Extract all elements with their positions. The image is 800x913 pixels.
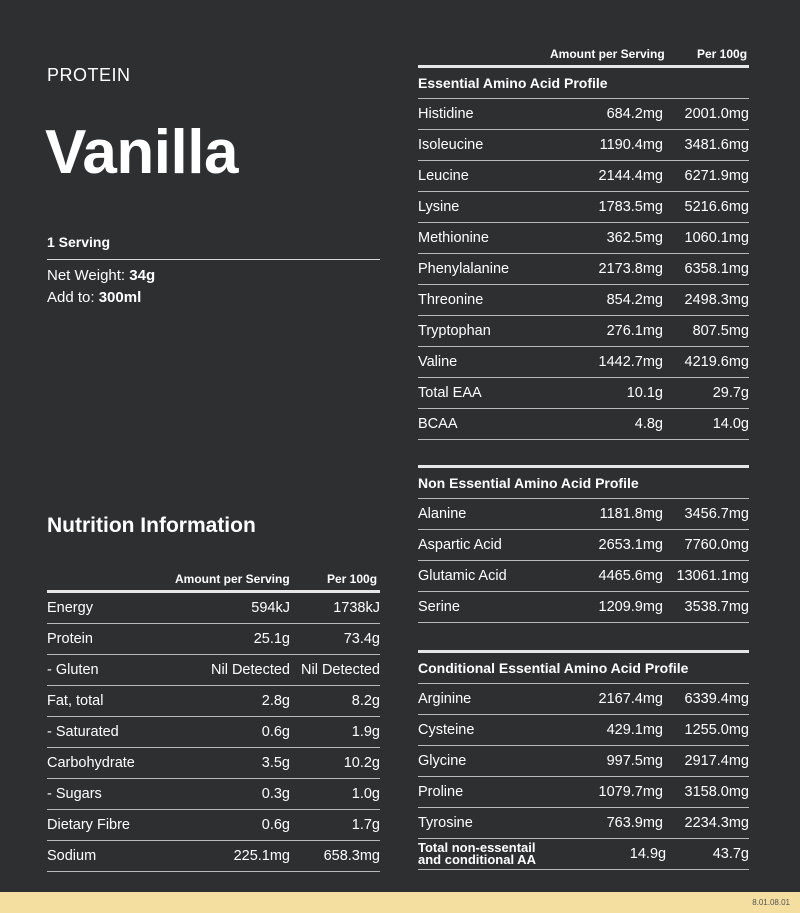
conditional-total-line2: and conditional AA bbox=[418, 852, 536, 867]
nutrition-serving-cell: Nil Detected bbox=[211, 662, 290, 678]
non-essential-per100-cell: 3538.7mg bbox=[684, 599, 749, 615]
conditional-total-per100: 43.7g bbox=[712, 846, 749, 862]
conditional-row bbox=[418, 808, 749, 839]
essential-serving-cell: 362.5mg bbox=[606, 230, 663, 246]
nutrition-name-cell: Dietary Fibre bbox=[47, 817, 130, 833]
nutrition-serving-cell: 3.5g bbox=[261, 755, 290, 771]
nutrition-per100-cell: 1.9g bbox=[351, 724, 380, 740]
nutrition-row bbox=[47, 810, 380, 841]
conditional-row bbox=[418, 746, 749, 777]
essential-row bbox=[418, 99, 749, 130]
essential-table bbox=[418, 99, 749, 440]
essential-serving-cell: 854.2mg bbox=[606, 292, 663, 308]
non-essential-per100-cell: 3456.7mg bbox=[684, 506, 749, 522]
nutrition-name-cell: Carbohydrate bbox=[47, 755, 135, 771]
essential-per100-cell: 807.5mg bbox=[692, 323, 749, 339]
essential-per100-cell: 1060.1mg bbox=[684, 230, 749, 246]
net-weight bbox=[47, 267, 155, 284]
conditional-name-cell: Tyrosine bbox=[418, 815, 473, 831]
essential-row bbox=[418, 378, 749, 409]
nutrition-name-cell: - Sugars bbox=[47, 786, 102, 802]
essential-row bbox=[418, 161, 749, 192]
conditional-row bbox=[418, 684, 749, 715]
essential-per100-cell: 5216.6mg bbox=[684, 199, 749, 215]
essential-name-cell: Lysine bbox=[418, 199, 460, 215]
conditional-per100-cell: 2234.3mg bbox=[684, 815, 749, 831]
non-essential-row bbox=[418, 592, 749, 623]
nutrition-per100-cell: 8.2g bbox=[351, 693, 380, 709]
nutrition-name-cell: - Gluten bbox=[47, 662, 99, 678]
essential-name-cell: Threonine bbox=[418, 292, 484, 308]
amino-col-serving: Amount per Serving bbox=[550, 47, 665, 61]
net-weight-value: 34g bbox=[129, 267, 156, 284]
add-to-value: 300ml bbox=[98, 289, 142, 306]
conditional-total-row bbox=[418, 839, 749, 870]
nutrition-title: Nutrition Information bbox=[47, 514, 256, 537]
nutrition-serving-cell: 225.1mg bbox=[233, 848, 290, 864]
essential-name-cell: Phenylalanine bbox=[418, 261, 510, 277]
essential-serving-cell: 10.1g bbox=[626, 385, 663, 401]
nutrition-name-cell: Protein bbox=[47, 631, 93, 647]
essential-per100-cell: 6358.1mg bbox=[684, 261, 749, 277]
conditional-row bbox=[418, 715, 749, 746]
add-to bbox=[47, 289, 141, 306]
essential-per100-cell: 29.7g bbox=[712, 385, 749, 401]
essential-serving-cell: 2144.4mg bbox=[598, 168, 663, 184]
essential-per100-cell: 4219.6mg bbox=[684, 354, 749, 370]
nutrition-name-cell: Energy bbox=[47, 600, 93, 616]
essential-row bbox=[418, 347, 749, 378]
non-essential-section bbox=[418, 468, 749, 623]
non-essential-row bbox=[418, 499, 749, 530]
add-to-label: Add to: bbox=[47, 289, 95, 306]
essential-serving-cell: 1190.4mg bbox=[599, 137, 663, 153]
conditional-serving-cell: 1079.7mg bbox=[598, 784, 663, 800]
nutrition-row bbox=[47, 779, 380, 810]
essential-per100-cell: 3481.6mg bbox=[684, 137, 749, 153]
nutrition-row bbox=[47, 748, 380, 779]
version-code: 8.01.08.01 bbox=[752, 898, 790, 907]
nutrition-name-cell: Sodium bbox=[47, 848, 97, 864]
nutrition-name-cell: - Saturated bbox=[47, 724, 119, 740]
conditional-per100-cell: 1255.0mg bbox=[684, 722, 749, 738]
nutrition-serving-cell: 0.3g bbox=[261, 786, 290, 802]
essential-row bbox=[418, 130, 749, 161]
conditional-serving-cell: 763.9mg bbox=[606, 815, 663, 831]
non-essential-name-cell: Glutamic Acid bbox=[418, 568, 507, 584]
essential-row bbox=[418, 409, 749, 440]
non-essential-serving-cell: 1209.9mg bbox=[598, 599, 663, 615]
conditional-table bbox=[418, 684, 749, 839]
nutrition-per100-cell: 1738kJ bbox=[333, 600, 380, 616]
nutrition-serving-cell: 25.1g bbox=[253, 631, 290, 647]
conditional-serving-cell: 997.5mg bbox=[606, 753, 663, 769]
conditional-name-cell: Glycine bbox=[418, 753, 467, 769]
essential-serving-cell: 684.2mg bbox=[606, 106, 663, 122]
non-essential-per100-cell: 13061.1mg bbox=[676, 568, 749, 584]
essential-row bbox=[418, 223, 749, 254]
nutrition-per100-cell: Nil Detected bbox=[301, 662, 380, 678]
nutrition-per100-cell: 1.7g bbox=[351, 817, 380, 833]
nutrition-name-cell: Fat, total bbox=[47, 693, 104, 709]
non-essential-per100-cell: 7760.0mg bbox=[684, 537, 749, 553]
essential-name-cell: BCAA bbox=[418, 416, 458, 432]
nutrition-per100-cell: 1.0g bbox=[351, 786, 380, 802]
essential-section bbox=[418, 68, 749, 440]
essential-name-cell: Total EAA bbox=[418, 385, 482, 401]
nutrition-row bbox=[47, 717, 380, 748]
conditional-section bbox=[418, 653, 749, 870]
conditional-total-name bbox=[418, 842, 536, 866]
nutrition-serving-cell: 594kJ bbox=[251, 600, 290, 616]
non-essential-name-cell: Serine bbox=[418, 599, 460, 615]
essential-title: Essential Amino Acid Profile bbox=[418, 68, 749, 99]
conditional-total-line1: Total non-essentail bbox=[418, 840, 536, 855]
non-essential-row bbox=[418, 530, 749, 561]
non-essential-name-cell: Alanine bbox=[418, 506, 467, 522]
essential-serving-cell: 4.8g bbox=[634, 416, 663, 432]
conditional-name-cell: Proline bbox=[418, 784, 464, 800]
non-essential-name-cell: Aspartic Acid bbox=[418, 537, 502, 553]
nutrition-col-serving: Amount per Serving bbox=[175, 572, 290, 586]
nutrition-row bbox=[47, 624, 380, 655]
serving-divider bbox=[47, 259, 380, 260]
essential-serving-cell: 276.1mg bbox=[606, 323, 663, 339]
serving-label: 1 Serving bbox=[47, 234, 111, 250]
conditional-name-cell: Cysteine bbox=[418, 722, 475, 738]
nutrition-row bbox=[47, 655, 380, 686]
nutrition-col-per100: Per 100g bbox=[327, 572, 378, 586]
essential-per100-cell: 14.0g bbox=[712, 416, 749, 432]
conditional-per100-cell: 3158.0mg bbox=[684, 784, 749, 800]
non-essential-serving-cell: 2653.1mg bbox=[598, 537, 663, 553]
essential-name-cell: Valine bbox=[418, 354, 458, 370]
nutrition-per100-cell: 10.2g bbox=[343, 755, 380, 771]
essential-name-cell: Histidine bbox=[418, 106, 474, 122]
footer-bar bbox=[0, 892, 800, 913]
nutrition-row bbox=[47, 686, 380, 717]
essential-serving-cell: 2173.8mg bbox=[598, 261, 663, 277]
essential-row bbox=[418, 316, 749, 347]
essential-per100-cell: 2001.0mg bbox=[684, 106, 749, 122]
essential-serving-cell: 1442.7mg bbox=[598, 354, 663, 370]
essential-name-cell: Tryptophan bbox=[418, 323, 491, 339]
product-name: Vanilla bbox=[45, 118, 238, 187]
essential-name-cell: Isoleucine bbox=[418, 137, 484, 153]
conditional-name-cell: Arginine bbox=[418, 691, 472, 707]
conditional-per100-cell: 6339.4mg bbox=[684, 691, 749, 707]
category-label: PROTEIN bbox=[47, 65, 131, 85]
essential-serving-cell: 1783.5mg bbox=[598, 199, 663, 215]
nutrition-per100-cell: 658.3mg bbox=[323, 848, 380, 864]
net-weight-label: Net Weight: bbox=[47, 267, 126, 284]
essential-per100-cell: 6271.9mg bbox=[684, 168, 749, 184]
essential-name-cell: Methionine bbox=[418, 230, 489, 246]
essential-row bbox=[418, 285, 749, 316]
nutrition-serving-cell: 0.6g bbox=[261, 724, 290, 740]
conditional-total-serving: 14.9g bbox=[629, 846, 667, 862]
nutrition-serving-cell: 0.6g bbox=[261, 817, 290, 833]
non-essential-serving-cell: 1181.8mg bbox=[599, 506, 663, 522]
nutrition-serving-cell: 2.8g bbox=[261, 693, 290, 709]
conditional-serving-cell: 429.1mg bbox=[606, 722, 663, 738]
nutrition-per100-cell: 73.4g bbox=[343, 631, 380, 647]
conditional-row bbox=[418, 777, 749, 808]
non-essential-table bbox=[418, 499, 749, 623]
non-essential-row bbox=[418, 561, 749, 592]
non-essential-serving-cell: 4465.6mg bbox=[598, 568, 663, 584]
essential-row bbox=[418, 254, 749, 285]
conditional-serving-cell: 2167.4mg bbox=[598, 691, 663, 707]
conditional-per100-cell: 2917.4mg bbox=[684, 753, 749, 769]
essential-per100-cell: 2498.3mg bbox=[684, 292, 749, 308]
conditional-title: Conditional Essential Amino Acid Profile bbox=[418, 653, 749, 684]
nutrition-row bbox=[47, 841, 380, 872]
non-essential-title: Non Essential Amino Acid Profile bbox=[418, 468, 749, 499]
essential-row bbox=[418, 192, 749, 223]
essential-name-cell: Leucine bbox=[418, 168, 469, 184]
nutrition-table bbox=[47, 593, 380, 872]
nutrition-row bbox=[47, 593, 380, 624]
amino-col-per100: Per 100g bbox=[697, 47, 748, 61]
